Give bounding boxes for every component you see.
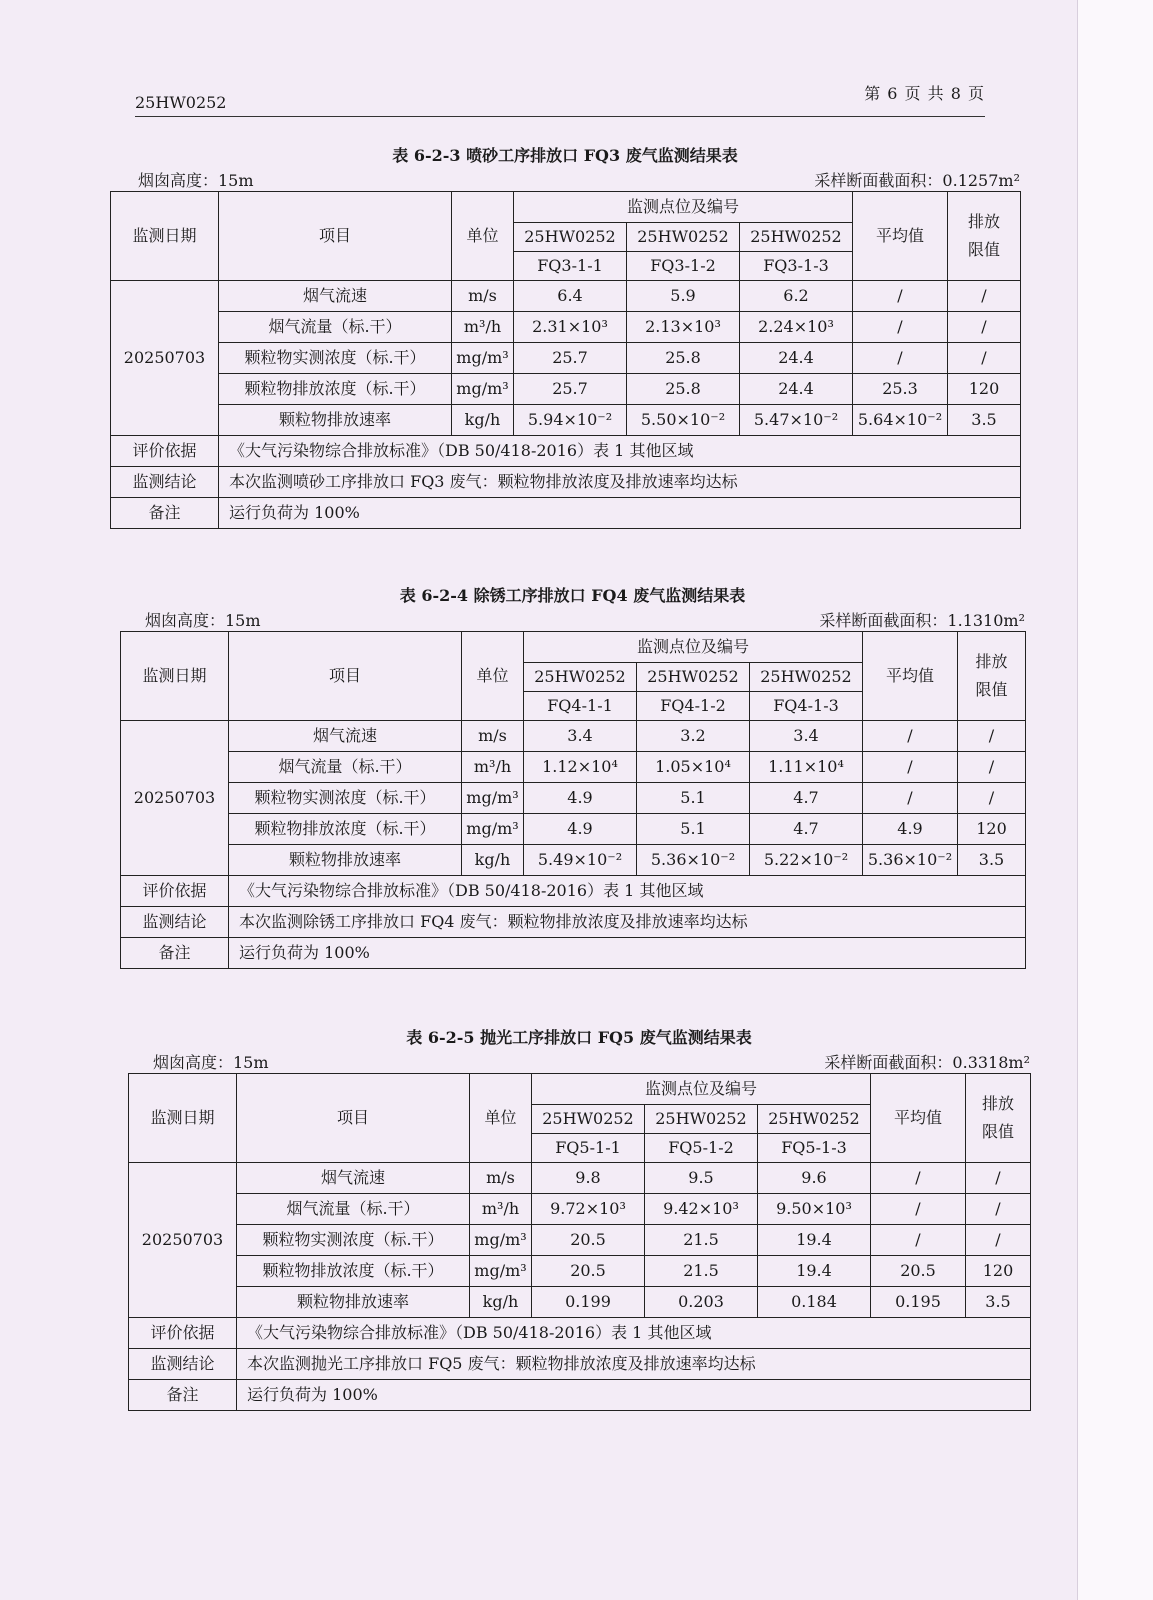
- header-item: 项目: [229, 632, 462, 721]
- item-name: 颗粒物实测浓度（标.干）: [229, 783, 462, 814]
- item-name: 颗粒物排放浓度（标.干）: [229, 814, 462, 845]
- sampling-area: 采样断面截面积：0.1257m²: [814, 171, 1020, 190]
- monitoring-date: 20250703: [111, 281, 219, 436]
- header-limit: 排放限值: [966, 1074, 1031, 1163]
- measured-value: 25.7: [514, 374, 627, 405]
- measured-value: 19.4: [758, 1225, 871, 1256]
- measured-value: 5.9: [627, 281, 740, 312]
- table-section-fq4: [120, 583, 1025, 969]
- limit-value: 3.5: [966, 1287, 1031, 1318]
- limit-value: 120: [958, 814, 1026, 845]
- limit-value: /: [966, 1163, 1031, 1194]
- measured-value: 25.8: [627, 343, 740, 374]
- results-table: [128, 1073, 1031, 1411]
- monitoring-conclusion-row: [129, 1349, 1031, 1380]
- monitoring-conclusion-label: 监测结论: [121, 907, 229, 938]
- item-name: 颗粒物排放速率: [229, 845, 462, 876]
- item-name: 颗粒物排放浓度（标.干）: [237, 1256, 470, 1287]
- remark-row: [129, 1380, 1031, 1411]
- header-point-code: FQ4-1-2: [637, 692, 750, 721]
- table-section-fq5: [128, 1025, 1030, 1411]
- measured-value: 5.94×10⁻²: [514, 405, 627, 436]
- sampling-area: 采样断面截面积：0.3318m²: [824, 1053, 1030, 1072]
- table-meta: [128, 1051, 1030, 1073]
- header-date: 监测日期: [121, 632, 229, 721]
- limit-value: 120: [948, 374, 1021, 405]
- measured-value: 5.36×10⁻²: [637, 845, 750, 876]
- measured-value: 6.4: [514, 281, 627, 312]
- table-row: [111, 281, 1021, 312]
- header-points: 监测点位及编号: [532, 1074, 871, 1105]
- monitoring-conclusion-label: 监测结论: [111, 467, 219, 498]
- remark-label: 备注: [121, 938, 229, 969]
- header-point-code: FQ5-1-1: [532, 1134, 645, 1163]
- header-point-id: 25HW0252: [514, 223, 627, 252]
- measured-value: 5.22×10⁻²: [750, 845, 863, 876]
- measured-value: 21.5: [645, 1225, 758, 1256]
- average-value: 5.64×10⁻²: [853, 405, 948, 436]
- item-name: 烟气流量（标.干）: [229, 752, 462, 783]
- header-point-code: FQ3-1-3: [740, 252, 853, 281]
- page-edge: [1077, 0, 1153, 1600]
- header-average: 平均值: [863, 632, 958, 721]
- table-row: [129, 1256, 1031, 1287]
- remark-text: 运行负荷为 100%: [219, 498, 1021, 529]
- doc-id: 25HW0252: [135, 93, 227, 112]
- header-point-id: 25HW0252: [532, 1105, 645, 1134]
- item-name: 烟气流速: [229, 721, 462, 752]
- evaluation-basis-row: [129, 1318, 1031, 1349]
- header-points: 监测点位及编号: [514, 192, 853, 223]
- evaluation-basis-text: 《大气污染物综合排放标准》（DB 50/418-2016）表 1 其他区域: [219, 436, 1021, 467]
- results-table: [110, 191, 1021, 529]
- sampling-area: 采样断面截面积：1.1310m²: [819, 611, 1025, 630]
- monitoring-conclusion-row: [111, 467, 1021, 498]
- remark-text: 运行负荷为 100%: [237, 1380, 1031, 1411]
- measured-value: 20.5: [532, 1225, 645, 1256]
- unit: kg/h: [452, 405, 514, 436]
- average-value: /: [863, 721, 958, 752]
- header-points: 监测点位及编号: [524, 632, 863, 663]
- header-point-id: 25HW0252: [645, 1105, 758, 1134]
- measured-value: 6.2: [740, 281, 853, 312]
- measured-value: 20.5: [532, 1256, 645, 1287]
- table-title: 表 6-2-4 除锈工序排放口 FQ4 废气监测结果表: [399, 586, 746, 605]
- measured-value: 1.11×10⁴: [750, 752, 863, 783]
- limit-value: /: [958, 783, 1026, 814]
- measured-value: 3.4: [524, 721, 637, 752]
- average-value: /: [853, 312, 948, 343]
- header-point-id: 25HW0252: [750, 663, 863, 692]
- evaluation-basis-label: 评价依据: [121, 876, 229, 907]
- item-name: 颗粒物实测浓度（标.干）: [237, 1225, 470, 1256]
- item-name: 颗粒物排放速率: [237, 1287, 470, 1318]
- measured-value: 25.7: [514, 343, 627, 374]
- item-name: 颗粒物排放浓度（标.干）: [219, 374, 452, 405]
- monitoring-conclusion-text: 本次监测除锈工序排放口 FQ4 废气：颗粒物排放浓度及排放速率均达标: [229, 907, 1026, 938]
- average-value: /: [871, 1194, 966, 1225]
- monitoring-date: 20250703: [121, 721, 229, 876]
- remark-label: 备注: [129, 1380, 237, 1411]
- table-row: [111, 312, 1021, 343]
- evaluation-basis-text: 《大气污染物综合排放标准》（DB 50/418-2016）表 1 其他区域: [237, 1318, 1031, 1349]
- header-point-id: 25HW0252: [524, 663, 637, 692]
- limit-value: 3.5: [948, 405, 1021, 436]
- item-name: 颗粒物实测浓度（标.干）: [219, 343, 452, 374]
- measured-value: 5.47×10⁻²: [740, 405, 853, 436]
- page-number: 第 6 页 共 8 页: [864, 84, 985, 103]
- average-value: /: [853, 281, 948, 312]
- measured-value: 3.4: [750, 721, 863, 752]
- measured-value: 2.13×10³: [627, 312, 740, 343]
- measured-value: 0.203: [645, 1287, 758, 1318]
- header-point-code: FQ3-1-2: [627, 252, 740, 281]
- header-point-code: FQ4-1-1: [524, 692, 637, 721]
- table-row: [129, 1225, 1031, 1256]
- table-section-fq3: [110, 143, 1020, 529]
- monitoring-conclusion-text: 本次监测抛光工序排放口 FQ5 废气：颗粒物排放浓度及排放速率均达标: [237, 1349, 1031, 1380]
- average-value: /: [863, 783, 958, 814]
- measured-value: 1.05×10⁴: [637, 752, 750, 783]
- measured-value: 4.9: [524, 814, 637, 845]
- monitoring-date: 20250703: [129, 1163, 237, 1318]
- measured-value: 9.42×10³: [645, 1194, 758, 1225]
- measured-value: 9.8: [532, 1163, 645, 1194]
- item-name: 烟气流速: [237, 1163, 470, 1194]
- table-row: [121, 721, 1026, 752]
- measured-value: 4.7: [750, 783, 863, 814]
- unit: mg/m³: [452, 343, 514, 374]
- monitoring-conclusion-row: [121, 907, 1026, 938]
- header-point-id: 25HW0252: [637, 663, 750, 692]
- measured-value: 25.8: [627, 374, 740, 405]
- chimney-height: 烟囱高度：15m: [145, 611, 261, 630]
- measured-value: 5.1: [637, 814, 750, 845]
- table-row: [111, 405, 1021, 436]
- table-row: [121, 845, 1026, 876]
- measured-value: 2.31×10³: [514, 312, 627, 343]
- measured-value: 9.5: [645, 1163, 758, 1194]
- evaluation-basis-label: 评价依据: [129, 1318, 237, 1349]
- header-point-code: FQ3-1-1: [514, 252, 627, 281]
- unit: m³/h: [470, 1194, 532, 1225]
- limit-value: 120: [966, 1256, 1031, 1287]
- average-value: 25.3: [853, 374, 948, 405]
- table-row: [121, 783, 1026, 814]
- table-meta: [120, 609, 1025, 631]
- header-unit: 单位: [452, 192, 514, 281]
- remark-row: [111, 498, 1021, 529]
- item-name: 烟气流量（标.干）: [237, 1194, 470, 1225]
- unit: m/s: [462, 721, 524, 752]
- table-row: [129, 1163, 1031, 1194]
- measured-value: 24.4: [740, 343, 853, 374]
- measured-value: 5.50×10⁻²: [627, 405, 740, 436]
- average-value: 5.36×10⁻²: [863, 845, 958, 876]
- limit-value: /: [966, 1225, 1031, 1256]
- average-value: 0.195: [871, 1287, 966, 1318]
- limit-value: /: [948, 343, 1021, 374]
- measured-value: 5.1: [637, 783, 750, 814]
- remark-row: [121, 938, 1026, 969]
- header-point-code: FQ5-1-2: [645, 1134, 758, 1163]
- header-unit: 单位: [470, 1074, 532, 1163]
- unit: mg/m³: [462, 783, 524, 814]
- limit-value: /: [948, 312, 1021, 343]
- limit-value: /: [958, 752, 1026, 783]
- average-value: /: [871, 1163, 966, 1194]
- average-value: /: [871, 1225, 966, 1256]
- unit: mg/m³: [470, 1256, 532, 1287]
- average-value: /: [853, 343, 948, 374]
- table-row: [111, 374, 1021, 405]
- measured-value: 4.9: [524, 783, 637, 814]
- measured-value: 9.6: [758, 1163, 871, 1194]
- evaluation-basis-text: 《大气污染物综合排放标准》（DB 50/418-2016）表 1 其他区域: [229, 876, 1026, 907]
- limit-value: /: [958, 721, 1026, 752]
- evaluation-basis-row: [121, 876, 1026, 907]
- remark-text: 运行负荷为 100%: [229, 938, 1026, 969]
- header-item: 项目: [219, 192, 452, 281]
- page-header: [135, 80, 985, 117]
- header-point-code: FQ5-1-3: [758, 1134, 871, 1163]
- item-name: 颗粒物排放速率: [219, 405, 452, 436]
- header-point-id: 25HW0252: [740, 223, 853, 252]
- table-title: 表 6-2-3 喷砂工序排放口 FQ3 废气监测结果表: [392, 146, 738, 165]
- limit-value: /: [966, 1194, 1031, 1225]
- header-point-id: 25HW0252: [627, 223, 740, 252]
- header-item: 项目: [237, 1074, 470, 1163]
- header-limit: 排放限值: [958, 632, 1026, 721]
- header-average: 平均值: [853, 192, 948, 281]
- header-date: 监测日期: [111, 192, 219, 281]
- measured-value: 5.49×10⁻²: [524, 845, 637, 876]
- limit-value: 3.5: [958, 845, 1026, 876]
- unit: m/s: [470, 1163, 532, 1194]
- chimney-height: 烟囱高度：15m: [138, 171, 254, 190]
- table-row: [129, 1287, 1031, 1318]
- table-title: 表 6-2-5 抛光工序排放口 FQ5 废气监测结果表: [406, 1028, 752, 1047]
- chimney-height: 烟囱高度：15m: [153, 1053, 269, 1072]
- measured-value: 19.4: [758, 1256, 871, 1287]
- average-value: 20.5: [871, 1256, 966, 1287]
- evaluation-basis-row: [111, 436, 1021, 467]
- measured-value: 24.4: [740, 374, 853, 405]
- header-point-id: 25HW0252: [758, 1105, 871, 1134]
- measured-value: 1.12×10⁴: [524, 752, 637, 783]
- header-average: 平均值: [871, 1074, 966, 1163]
- unit: m³/h: [462, 752, 524, 783]
- measured-value: 2.24×10³: [740, 312, 853, 343]
- measured-value: 21.5: [645, 1256, 758, 1287]
- unit: mg/m³: [462, 814, 524, 845]
- average-value: /: [863, 752, 958, 783]
- evaluation-basis-label: 评价依据: [111, 436, 219, 467]
- average-value: 4.9: [863, 814, 958, 845]
- table-row: [121, 752, 1026, 783]
- monitoring-conclusion-label: 监测结论: [129, 1349, 237, 1380]
- unit: kg/h: [470, 1287, 532, 1318]
- results-table: [120, 631, 1026, 969]
- table-row: [121, 814, 1026, 845]
- measured-value: 3.2: [637, 721, 750, 752]
- unit: mg/m³: [452, 374, 514, 405]
- measured-value: 4.7: [750, 814, 863, 845]
- item-name: 烟气流量（标.干）: [219, 312, 452, 343]
- header-date: 监测日期: [129, 1074, 237, 1163]
- table-row: [129, 1194, 1031, 1225]
- header-unit: 单位: [462, 632, 524, 721]
- measured-value: 9.50×10³: [758, 1194, 871, 1225]
- unit: kg/h: [462, 845, 524, 876]
- unit: m³/h: [452, 312, 514, 343]
- measured-value: 0.199: [532, 1287, 645, 1318]
- monitoring-conclusion-text: 本次监测喷砂工序排放口 FQ3 废气：颗粒物排放浓度及排放速率均达标: [219, 467, 1021, 498]
- item-name: 烟气流速: [219, 281, 452, 312]
- measured-value: 9.72×10³: [532, 1194, 645, 1225]
- table-meta: [110, 169, 1020, 191]
- header-point-code: FQ4-1-3: [750, 692, 863, 721]
- measured-value: 0.184: [758, 1287, 871, 1318]
- remark-label: 备注: [111, 498, 219, 529]
- unit: mg/m³: [470, 1225, 532, 1256]
- header-limit: 排放限值: [948, 192, 1021, 281]
- table-row: [111, 343, 1021, 374]
- limit-value: /: [948, 281, 1021, 312]
- unit: m/s: [452, 281, 514, 312]
